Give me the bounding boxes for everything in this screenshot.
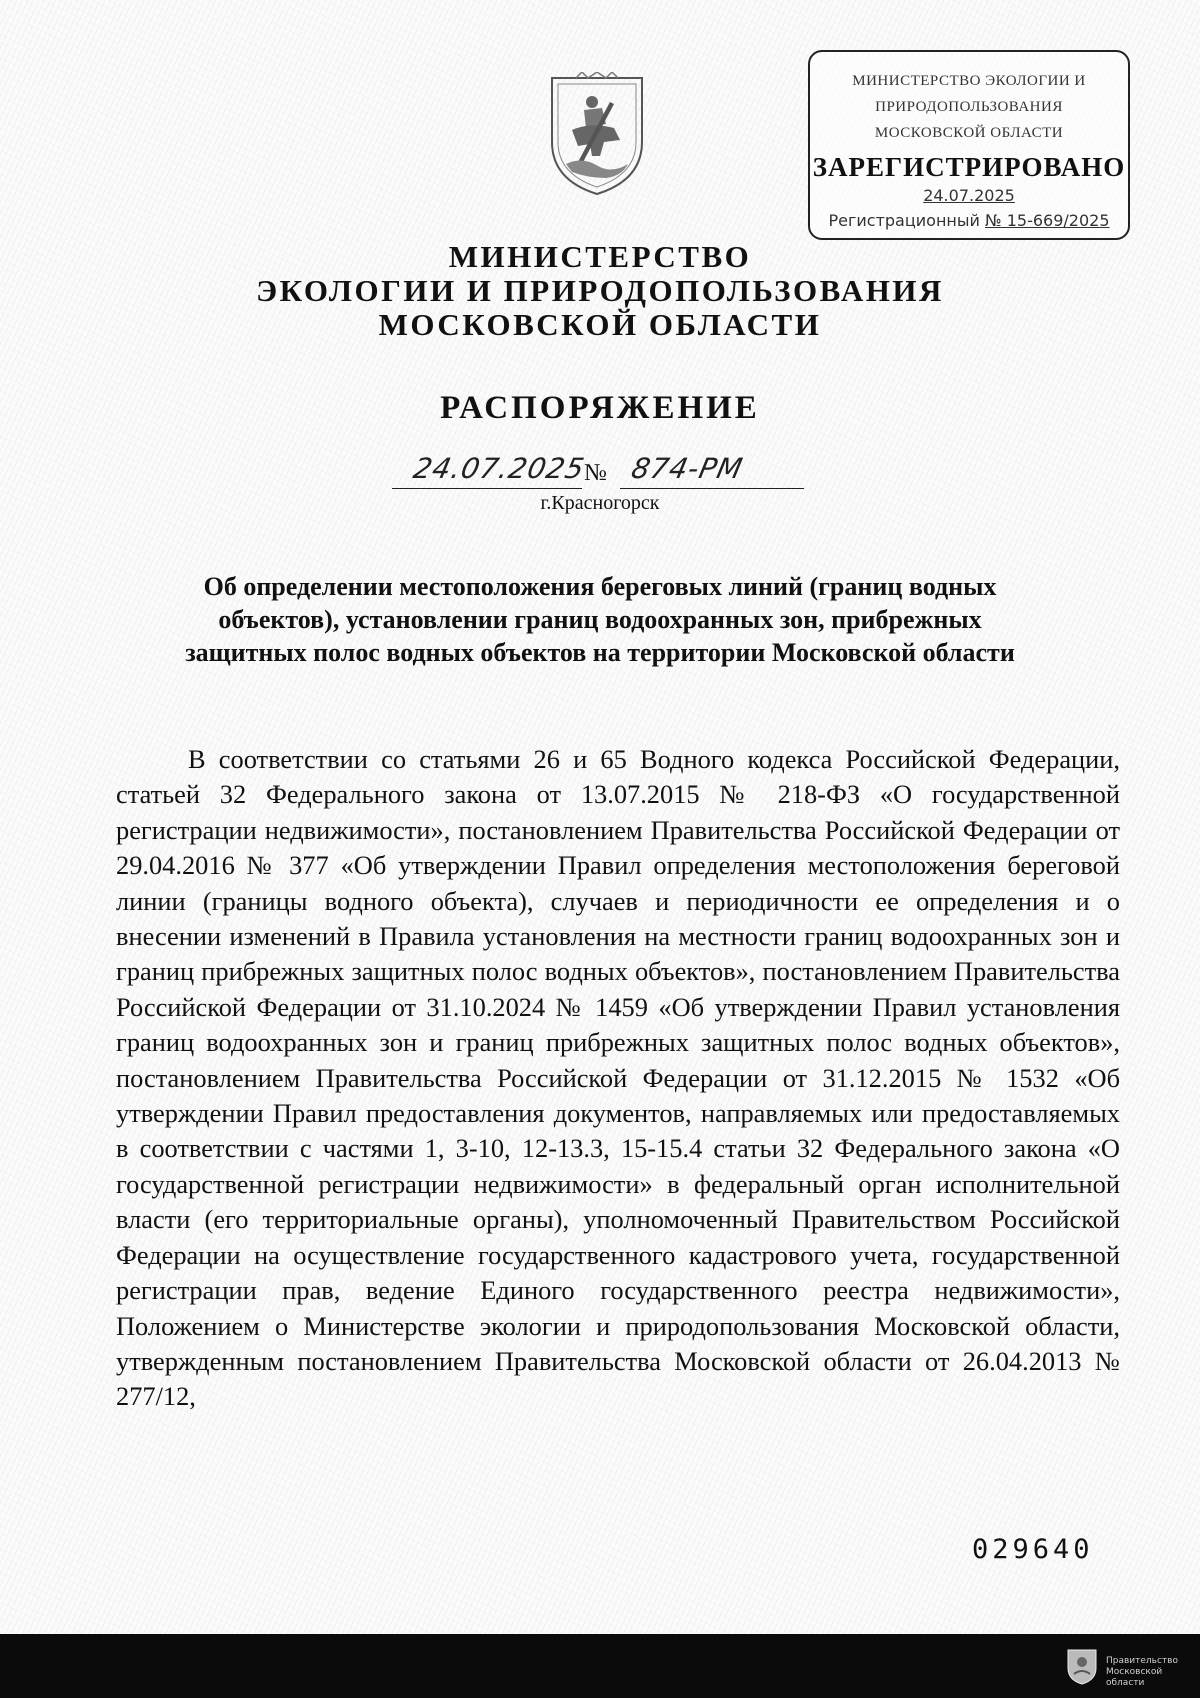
coat-of-arms-icon — [542, 72, 652, 198]
number-underline — [620, 488, 804, 489]
city: г.Красногорск — [540, 492, 660, 514]
stamp-registration-number: Регистрационный № 15-669/2025 — [828, 211, 1110, 230]
date-underline — [392, 488, 582, 489]
document-title: Об определении местоположения береговых линий (границ водных объектов), установлении границ водоохранных зон, прибрежных защитных полос водных объектов на территории Московской области — [185, 572, 1015, 667]
registration-stamp — [808, 50, 1130, 240]
body-paragraph: В соответствии со статьями 26 и 65 Водного кодекса Российской Федерации, статьей 32 Федерального закона от 13.07.2015 № 218-ФЗ «О государственной регистрации недвижимости», постановлением Правительства Российской Федерации от 29.04.2016 № 377 «Об утверждении Правил определения местоположения береговой линии (границы водного объекта), случаев и периодичности ее определения и о внесении изменений в Правила установления на местности границ водоохранных зон и границ прибрежных защитных полос водных объектов», постановлением Правительства Российской Федерации от 31.10.2024 № 1459 «Об утверждении Правил установления границ водоохранных зон и границ прибрежных защитных полос водных объектов», постановлением Правительства Российской Федерации от 31.12.2015 № 1532 «Об утверждении Правил предоставления документов, направляемых или предоставляемых в соответствии с частями 1, 3-10, 12-13.3, 15-15.4 статьи 32 Федерального закона «О государственной регистрации недвижимости» в федеральный орган исполнительной власти (его территориальные органы), уполномоченный Правительством Российской Федерации на осуществление государственного кадастрового учета, государственной регистрации прав, ведение Единого государственного реестра недвижимости», Положением о Министерстве экологии и природопользования Московской области, утвержденным постановлением Правительства Московской области от 26.04.2013 № 277/12, — [116, 744, 1120, 1412]
serial-number: 029640 — [972, 1534, 1094, 1565]
footer-caption: Правительство Московской области — [1106, 1656, 1178, 1688]
date-number-line — [392, 450, 804, 490]
stamp-status: ЗАРЕГИСТРИРОВАНО — [812, 152, 1126, 182]
footer-bar — [0, 1634, 1200, 1698]
document-type: РАСПОРЯЖЕНИЕ — [440, 390, 760, 426]
handwritten-date: 24.07.2025 — [410, 452, 588, 485]
stamp-date: 24.07.2025 — [923, 186, 1015, 205]
handwritten-number: 874-РМ — [628, 452, 747, 485]
number-sign: № — [584, 460, 607, 486]
stamp-organization: МИНИСТЕРСТВО ЭКОЛОГИИ И ПРИРОДОПОЛЬЗОВАНИЯ МОСКОВСКОЙ ОБЛАСТИ — [852, 73, 1086, 141]
ministry-name: МИНИСТЕРСТВО ЭКОЛОГИИ И ПРИРОДОПОЛЬЗОВАНИЯ МОСКОВСКОЙ ОБЛАСТИ — [256, 239, 944, 342]
government-seal-icon — [1064, 1646, 1100, 1686]
